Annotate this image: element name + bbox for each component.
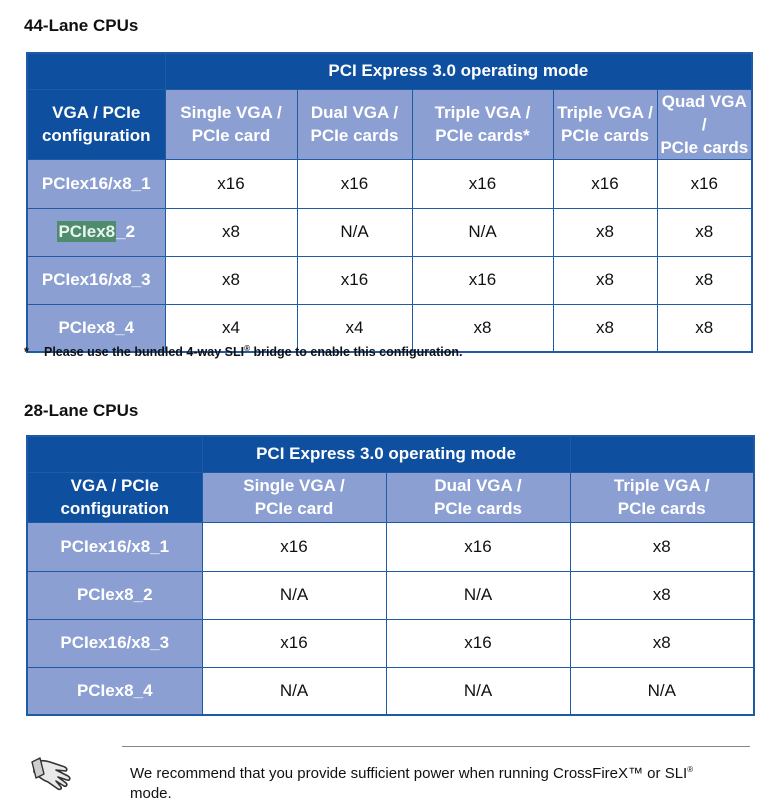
blank-corner-cell	[27, 436, 202, 472]
column-header: Single VGA / PCIe card	[165, 89, 297, 159]
table-cell: x16	[657, 159, 752, 208]
table-cell: x8	[570, 619, 754, 667]
table-row	[27, 522, 754, 571]
table-cell: x16	[202, 619, 386, 667]
table-cell: x16	[297, 159, 412, 208]
config-header: VGA / PCIe configuration	[27, 472, 202, 522]
table-cell: x4	[297, 304, 412, 352]
column-header: Triple VGA / PCIe cards	[553, 89, 657, 159]
slot-label: PCIex8_2	[27, 208, 165, 256]
note-divider	[122, 746, 750, 747]
slot-label: PCIex16/x8_1	[27, 159, 165, 208]
column-header: Triple VGA / PCIe cards	[570, 472, 754, 522]
blank-corner-cell	[27, 53, 165, 89]
table-cell: x16	[386, 522, 570, 571]
column-header: Dual VGA / PCIe cards	[386, 472, 570, 522]
table-cell: x16	[412, 256, 553, 304]
blank-header-cell	[570, 436, 754, 472]
table-cell: N/A	[386, 571, 570, 619]
table-28-lane	[26, 435, 755, 716]
table-cell: x8	[657, 256, 752, 304]
table-cell: x16	[297, 256, 412, 304]
table-cell: x4	[165, 304, 297, 352]
slot-label: PCIex8_4	[27, 304, 165, 352]
table-row	[27, 208, 752, 256]
table-cell: x8	[165, 208, 297, 256]
column-header: Dual VGA / PCIe cards	[297, 89, 412, 159]
slot-label: PCIex16/x8_3	[27, 619, 202, 667]
slot-label: PCIex8_4	[27, 667, 202, 715]
table-cell: N/A	[202, 667, 386, 715]
mode-header: PCI Express 3.0 operating mode	[202, 436, 570, 472]
table-cell: x8	[553, 256, 657, 304]
table-cell: x8	[570, 522, 754, 571]
table-row	[27, 571, 754, 619]
table-row	[27, 619, 754, 667]
mode-header: PCI Express 3.0 operating mode	[165, 53, 752, 89]
column-header: Quad VGA / PCIe cards	[657, 89, 752, 159]
column-header: Triple VGA / PCIe cards*	[412, 89, 553, 159]
table-cell: x8	[657, 208, 752, 256]
table-cell: x8	[553, 304, 657, 352]
table-cell: x8	[570, 571, 754, 619]
table-cell: x8	[657, 304, 752, 352]
column-header: Single VGA / PCIe card	[202, 472, 386, 522]
table-44-lane	[26, 52, 753, 353]
note-text: We recommend that you provide sufficient power when running CrossFireX™ or SLI® mode.	[130, 765, 694, 802]
table-cell: x8	[553, 208, 657, 256]
table-cell: x8	[165, 256, 297, 304]
table-cell: N/A	[570, 667, 754, 715]
table-cell: N/A	[297, 208, 412, 256]
table-cell: N/A	[202, 571, 386, 619]
slot-label: PCIex16/x8_1	[27, 522, 202, 571]
table-cell: x16	[386, 619, 570, 667]
table-cell: N/A	[412, 208, 553, 256]
section-title-44-lane: 44-Lane CPUs	[24, 16, 139, 35]
slot-label: PCIex8_2	[27, 571, 202, 619]
footnote-marker: *	[24, 345, 29, 360]
config-header: VGA / PCIe configuration	[27, 89, 165, 159]
table-cell: x16	[202, 522, 386, 571]
table-cell: x16	[553, 159, 657, 208]
text-highlight: PCIex8	[58, 222, 116, 241]
slot-label: PCIex16/x8_3	[27, 256, 165, 304]
table-row	[27, 159, 752, 208]
table-cell: x16	[165, 159, 297, 208]
table-cell: x8	[412, 304, 553, 352]
table-row	[27, 256, 752, 304]
hand-pointing-icon	[28, 750, 84, 794]
footnote: * Please use the bundled 4-way SLI® bridge to enable this configuration.	[24, 344, 463, 360]
section-title-28-lane: 28-Lane CPUs	[24, 401, 139, 420]
table-cell: x16	[412, 159, 553, 208]
table-row	[27, 667, 754, 715]
table-cell: N/A	[386, 667, 570, 715]
